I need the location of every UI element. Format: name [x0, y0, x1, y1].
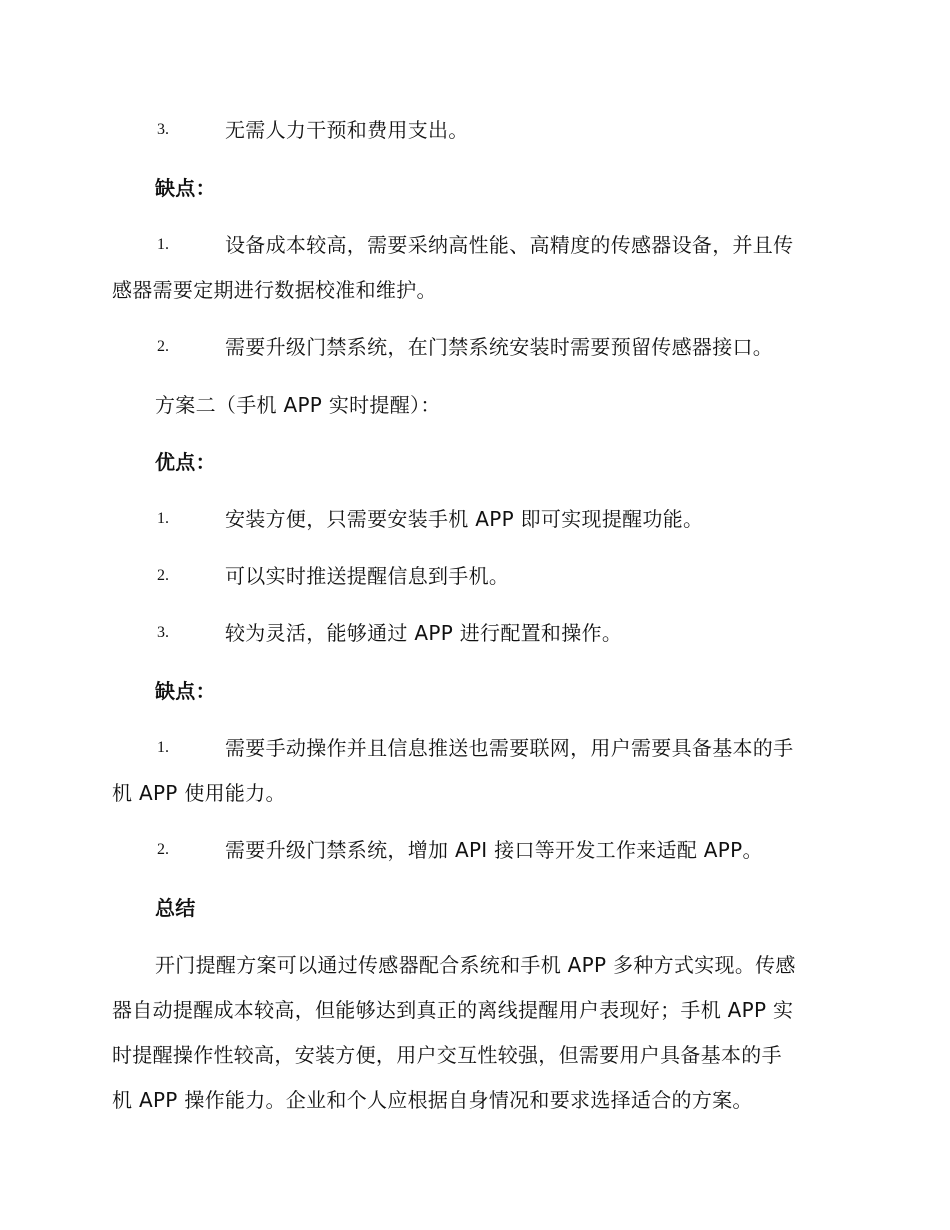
plan-title: 方案二（手机 APP 实时提醒）：	[155, 393, 441, 417]
summary-line: 开门提醒方案可以通过传感器配合系统和手机 APP 多种方式实现。传感	[155, 953, 796, 977]
summary-line: 器自动提醒成本较高，但能够达到真正的离线提醒用户表现好；手机 APP 实	[112, 998, 794, 1022]
list-item-text-continued: 感器需要定期进行数据校准和维护。	[112, 278, 437, 302]
summary-heading: 总结	[155, 896, 196, 920]
list-item-text: 可以实时推送提醒信息到手机。	[225, 564, 510, 588]
list-item-text: 较为灵活，能够通过 APP 进行配置和操作。	[225, 621, 623, 645]
summary-line: 机 APP 操作能力。企业和个人应根据自身情况和要求选择适合的方案。	[112, 1088, 753, 1112]
cons-heading: 缺点：	[155, 176, 216, 200]
cons-heading: 缺点：	[155, 679, 216, 703]
list-number: 1.	[157, 739, 169, 756]
list-number: 1.	[157, 510, 169, 527]
list-number: 2.	[157, 841, 169, 858]
list-item-text: 设备成本较高，需要采纳高性能、高精度的传感器设备，并且传	[225, 233, 794, 257]
list-number: 2.	[157, 338, 169, 355]
list-item-text: 需要手动操作并且信息推送也需要联网，用户需要具备基本的手	[225, 736, 794, 760]
summary-line: 时提醒操作性较高，安装方便，用户交互性较强，但需要用户具备基本的手	[112, 1043, 782, 1067]
list-number: 1.	[157, 236, 169, 253]
list-item-text: 安装方便，只需要安装手机 APP 即可实现提醒功能。	[225, 507, 704, 531]
list-number: 3.	[157, 121, 169, 138]
list-number: 3.	[157, 624, 169, 641]
list-item-text: 需要升级门禁系统，增加 API 接口等开发工作来适配 APP。	[225, 838, 763, 862]
list-item-text-continued: 机 APP 使用能力。	[112, 781, 286, 805]
pros-heading: 优点：	[155, 450, 216, 474]
list-item-text: 需要升级门禁系统，在门禁系统安装时需要预留传感器接口。	[225, 335, 774, 359]
list-number: 2.	[157, 567, 169, 584]
list-item-text: 无需人力干预和费用支出。	[225, 118, 469, 142]
